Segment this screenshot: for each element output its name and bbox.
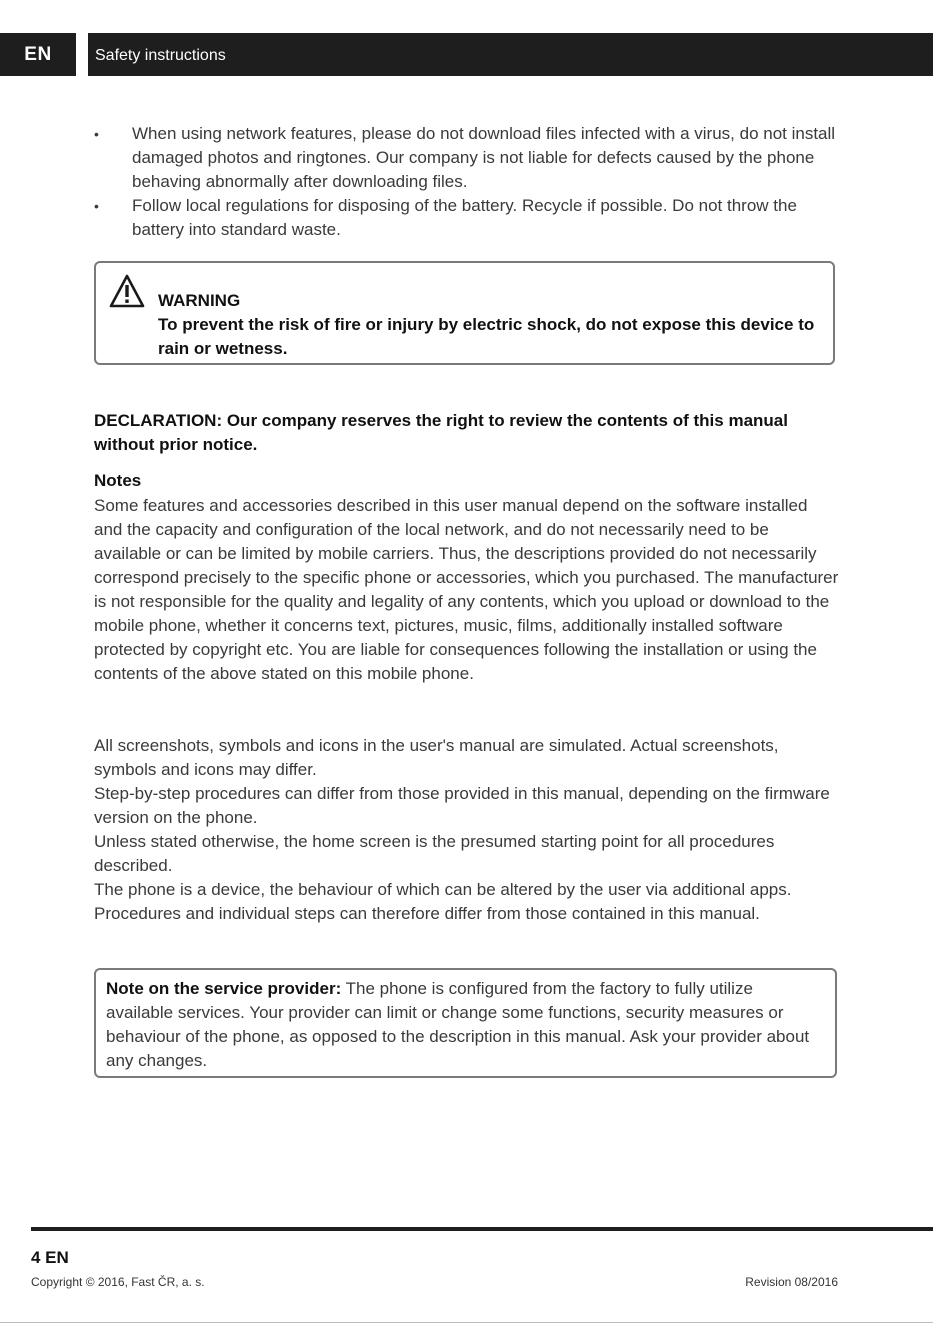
service-provider-note: [94, 968, 837, 1078]
warning-title: WARNING: [158, 291, 241, 310]
notes-paragraph: The phone is a device, the behaviour of which can be altered by the user via additional apps. Procedures and individual steps can therefore differ from those contained in this manual.: [94, 880, 792, 923]
warning-message: To prevent the risk of fire or injury by electric shock, do not expose this device to rain or wetness.: [158, 315, 815, 358]
provider-note-label: Note on the service provider:: [106, 979, 342, 998]
footer-divider: [31, 1227, 933, 1231]
section-title: Safety instructions: [95, 47, 226, 64]
safety-bullet-list: [94, 122, 839, 242]
notes-paragraph: All screenshots, symbols and icons in the user's manual are simulated. Actual screenshots, symbols and icons may differ.: [94, 736, 779, 779]
notes-body: Some features and accessories described in this user manual depend on the software installed and the capacity and configuration of the local network, and do not necessarily need to be available or can be limited by mobile carriers. Thus, the descriptions provided do not necessarily correspond precisely to the specific phone or accessories, which you purchased. The manufacturer is not responsible for the quality and legality of any contents, which you upload or download to the mobile phone, whether it concerns text, pictures, music, films, additionally installed software protected by copyright etc. You are liable for consequences following the installation or using the contents of the above stated on this mobile phone.: [94, 496, 839, 683]
bullet-item: • When using network features, please do not download files infected with a virus, do not install damaged photos and ringtones. Our company is not liable for defects caused by the phone behaving abnormally after downloading files.: [94, 122, 839, 194]
notes-paragraph: Unless stated otherwise, the home screen is the presumed starting point for all procedures described.: [94, 832, 775, 875]
declaration: DECLARATION: Our company reserves the right to review the contents of this manual without prior notice.: [94, 411, 788, 454]
warning-box: [94, 261, 835, 365]
header-separator: [76, 33, 88, 76]
page-number: 4 EN: [31, 1248, 69, 1267]
bullet-item: • Follow local regulations for disposing of the battery. Recycle if possible. Do not throw the battery into standard waste.: [94, 194, 839, 242]
provider-note-text: The phone is configured from the factory to fully utilize available services. Your provider can limit or change some functions, security measures or behaviour of the phone, as opposed to the description in this manual. Ask your provider about any changes.: [106, 979, 810, 1070]
warning-text-block: [158, 289, 828, 361]
language-tab: EN: [24, 44, 52, 65]
notes-paragraphs: [94, 734, 839, 926]
notes-heading: Notes: [94, 471, 142, 490]
page-bottom-edge: [0, 1322, 933, 1323]
notes-paragraph: Step-by-step procedures can differ from those provided in this manual, depending on the firmware version on the phone.: [94, 784, 830, 827]
header-bar: [0, 33, 933, 76]
warning-triangle-icon: [108, 273, 146, 309]
revision-text: Revision 08/2016: [745, 1275, 838, 1289]
copyright-text: Copyright © 2016, Fast ČR, a. s.: [31, 1275, 205, 1289]
